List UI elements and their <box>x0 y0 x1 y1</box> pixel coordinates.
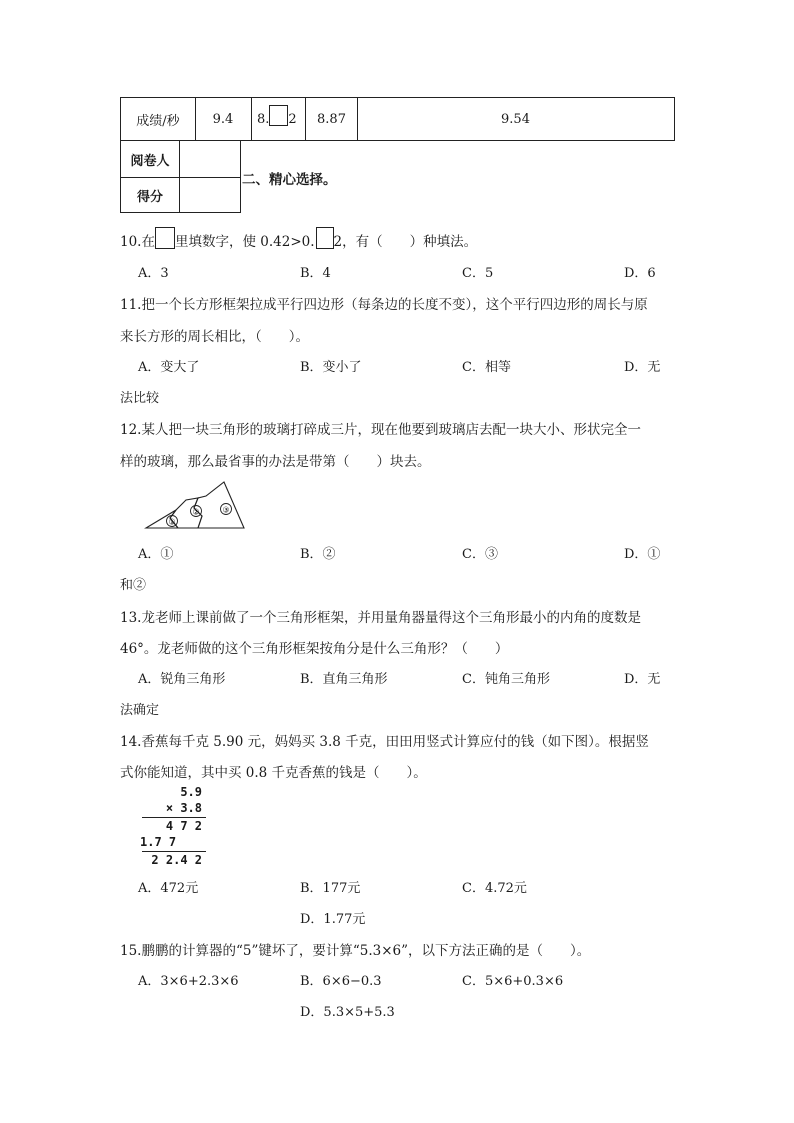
option-d[interactable]: D．无 <box>624 672 661 687</box>
question-11 <box>120 293 648 313</box>
figure-label-1: ① <box>168 517 176 527</box>
score-table-prefix: 8. <box>257 111 270 127</box>
option-a[interactable]: A．3 <box>138 266 169 281</box>
broken-glass-figure <box>140 478 250 532</box>
question-text: 2，有（ ）种填法。 <box>333 234 478 250</box>
question-text: 把一个长方形框架拉成平行四边形（每条边的长度不变），这个平行四边形的周长与原 <box>141 297 648 313</box>
question-number: 12. <box>120 422 142 438</box>
question-number: 13. <box>120 610 142 626</box>
option-d[interactable]: D．无 <box>624 360 661 375</box>
option-c[interactable]: C．5×6+0.3×6 <box>462 974 564 989</box>
option-b[interactable]: B．变小了 <box>300 360 362 375</box>
figure-label-3: ③ <box>222 505 230 515</box>
question-number: 11. <box>120 297 142 313</box>
reviewer-label: 阅卷人 <box>121 141 180 177</box>
option-overflow: 法比较 <box>120 391 160 406</box>
score-table-suffix: 2 <box>288 111 297 127</box>
option-d[interactable]: D．6 <box>624 266 656 281</box>
option-a[interactable]: A．472元 <box>138 881 199 896</box>
option-c[interactable]: C．4.72元 <box>462 881 527 896</box>
option-b[interactable]: B．② <box>300 547 336 562</box>
question-number: 15. <box>120 943 142 959</box>
question-text-line: 46°。龙老师做的这个三角形框架按角分是什么三角形？（ ） <box>120 641 509 657</box>
calc-row: 5.9 <box>180 785 202 799</box>
question-12 <box>120 418 641 438</box>
option-b[interactable]: B．177元 <box>300 881 361 896</box>
calc-row: 1.7 7 <box>140 835 177 849</box>
grader-table <box>120 141 241 213</box>
question-14 <box>120 730 649 750</box>
score-table-cell: 9.54 <box>501 111 530 127</box>
option-c[interactable]: C．③ <box>462 547 498 562</box>
option-c[interactable]: C．相等 <box>462 360 511 375</box>
option-d[interactable]: D．1.77元 <box>300 912 366 927</box>
question-13 <box>120 606 641 626</box>
question-text: 香蕉每千克 5.90 元，妈妈买 3.8 千克，田田用竖式计算应付的钱（如下图）。根据竖 <box>141 734 649 750</box>
calc-row: 4 7 2 <box>165 819 202 833</box>
blank-box <box>316 227 334 249</box>
question-text-line: 样的玻璃，那么最省事的办法是带第（ ）块去。 <box>120 454 431 470</box>
option-overflow: 法确定 <box>120 703 160 718</box>
option-a[interactable]: A．3×6+2.3×6 <box>138 974 239 989</box>
question-text: 在 <box>141 234 155 250</box>
question-text: 里填数字，使 0.42>0. <box>174 234 315 250</box>
option-c[interactable]: C．5 <box>462 266 494 281</box>
calc-line <box>142 817 206 818</box>
blank-box <box>269 105 288 126</box>
question-text: 鹏鹏的计算器的“5”键坏了，要计算“5.3×6”，以下方法正确的是（ ）。 <box>141 943 591 959</box>
score-table <box>120 97 675 141</box>
option-a[interactable]: A．① <box>138 547 174 562</box>
blank-box <box>155 227 175 249</box>
option-a[interactable]: A．锐角三角形 <box>138 672 226 687</box>
question-15 <box>120 939 590 959</box>
question-number: 14. <box>120 734 142 750</box>
option-b[interactable]: B．4 <box>300 266 331 281</box>
question-text: 某人把一块三角形的玻璃打碎成三片，现在他要到玻璃店去配一块大小、形状完全一 <box>141 422 641 438</box>
option-b[interactable]: B．6×6−0.3 <box>300 974 382 989</box>
score-table-cell: 9.4 <box>195 98 252 140</box>
calc-row: 2 2.4 2 <box>151 853 202 867</box>
option-b[interactable]: B．直角三角形 <box>300 672 388 687</box>
score-table-cell: 8.87 <box>306 98 358 140</box>
option-a[interactable]: A．变大了 <box>138 360 200 375</box>
score-table-cell-blank <box>251 98 306 140</box>
calc-row: × 3.8 <box>165 801 202 815</box>
calc-line <box>142 851 206 852</box>
question-text: 龙老师上课前做了一个三角形框架，并用量角器量得这个三角形最小的内角的度数是 <box>141 610 641 626</box>
vertical-calculation <box>140 785 208 870</box>
option-c[interactable]: C．钝角三角形 <box>462 672 550 687</box>
option-d[interactable]: D．① <box>624 547 661 562</box>
score-table-label: 成绩/秒 <box>121 98 196 140</box>
section-title: 二、精心选择。 <box>242 172 337 188</box>
option-overflow: 和② <box>120 578 147 593</box>
question-text-line: 来长方形的周长相比，（ ）。 <box>120 329 309 345</box>
grader-row <box>121 177 240 213</box>
option-d[interactable]: D．5.3×5+5.3 <box>300 1005 395 1020</box>
question-number: 10. <box>120 234 142 250</box>
question-text-line: 式你能知道，其中买 0.8 千克香蕉的钱是（ ）。 <box>120 765 427 781</box>
question-10 <box>120 230 477 250</box>
grader-row <box>121 141 240 178</box>
figure-label-2: ② <box>192 507 200 517</box>
score-label: 得分 <box>121 177 180 213</box>
